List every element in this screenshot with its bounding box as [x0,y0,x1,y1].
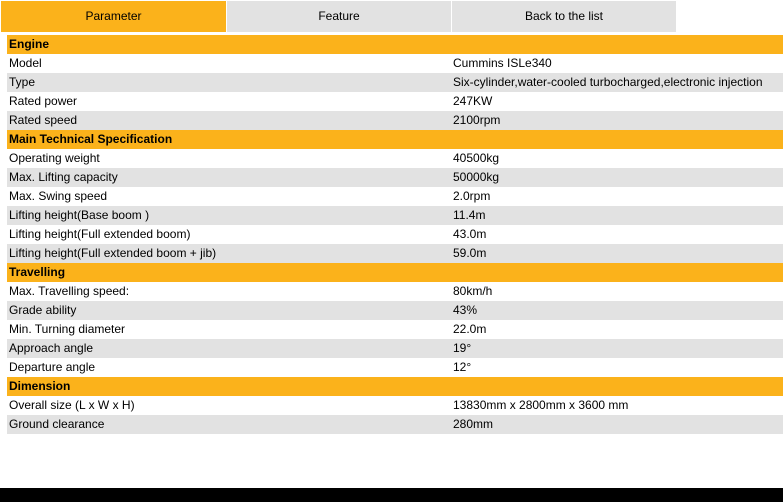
tab-parameter[interactable]: Parameter [1,1,226,32]
spec-value: 50000kg [453,170,500,184]
section-header [7,377,783,396]
spec-value: 59.0m [453,246,487,260]
spec-label: Lifting height(Base boom ) [9,208,150,222]
spec-table [7,35,783,434]
table-row [7,206,783,225]
spec-label: Model [9,56,42,70]
spec-label: Grade ability [9,303,77,317]
spec-label: Max. Travelling speed: [9,284,130,298]
spec-label: Rated power [9,94,78,108]
spec-value: Six-cylinder,water-cooled turbocharged,electronic injection [453,75,763,89]
table-row [7,320,783,339]
spec-value: 43% [453,303,478,317]
tab-feature[interactable]: Feature [227,1,451,32]
spec-label: Overall size (L x W x H) [9,398,135,412]
section-header [7,263,783,282]
spec-label: Operating weight [9,151,100,165]
spec-value: 22.0m [453,322,487,336]
spec-label: Lifting height(Full extended boom + jib) [9,246,217,260]
spec-label: Departure angle [9,360,96,374]
spec-label: Ground clearance [9,417,105,431]
bottom-bar [0,488,783,502]
table-row [7,187,783,206]
table-row [7,415,783,434]
spec-value: 19° [453,341,472,355]
table-row [7,54,783,73]
table-row [7,92,783,111]
table-row [7,339,783,358]
spec-value: 11.4m [453,208,486,222]
table-row [7,73,783,92]
spec-value: 13830mm x 2800mm x 3600 mm [453,398,629,412]
table-row [7,111,783,130]
spec-label: Approach angle [9,341,94,355]
section-title: Travelling [9,265,66,279]
spec-value: 40500kg [453,151,500,165]
spec-label: Type [9,75,36,89]
table-row [7,358,783,377]
section-header [7,35,783,54]
spec-value: 2.0rpm [453,189,491,203]
table-row [7,225,783,244]
table-row [7,244,783,263]
spec-value: 247KW [453,94,493,108]
spec-value: Cummins ISLe340 [453,56,552,70]
table-row [7,282,783,301]
section-title: Main Technical Specification [9,132,173,146]
spec-value: 2100rpm [453,113,501,127]
spec-value: 80km/h [453,284,493,298]
spec-value: 12° [453,360,472,374]
spec-label: Max. Lifting capacity [9,170,118,184]
section-title: Dimension [9,379,71,393]
table-row [7,396,783,415]
spec-value: 280mm [453,417,494,431]
tab-back-to-list[interactable]: Back to the list [452,1,676,32]
table-row [7,301,783,320]
spec-label: Lifting height(Full extended boom) [9,227,191,241]
section-title: Engine [9,37,50,51]
table-row [7,149,783,168]
tab-bar [0,0,783,33]
spec-label: Max. Swing speed [9,189,108,203]
spec-label: Rated speed [9,113,78,127]
spec-value: 43.0m [453,227,487,241]
table-row [7,168,783,187]
spec-label: Min. Turning diameter [9,322,126,336]
section-header [7,130,783,149]
